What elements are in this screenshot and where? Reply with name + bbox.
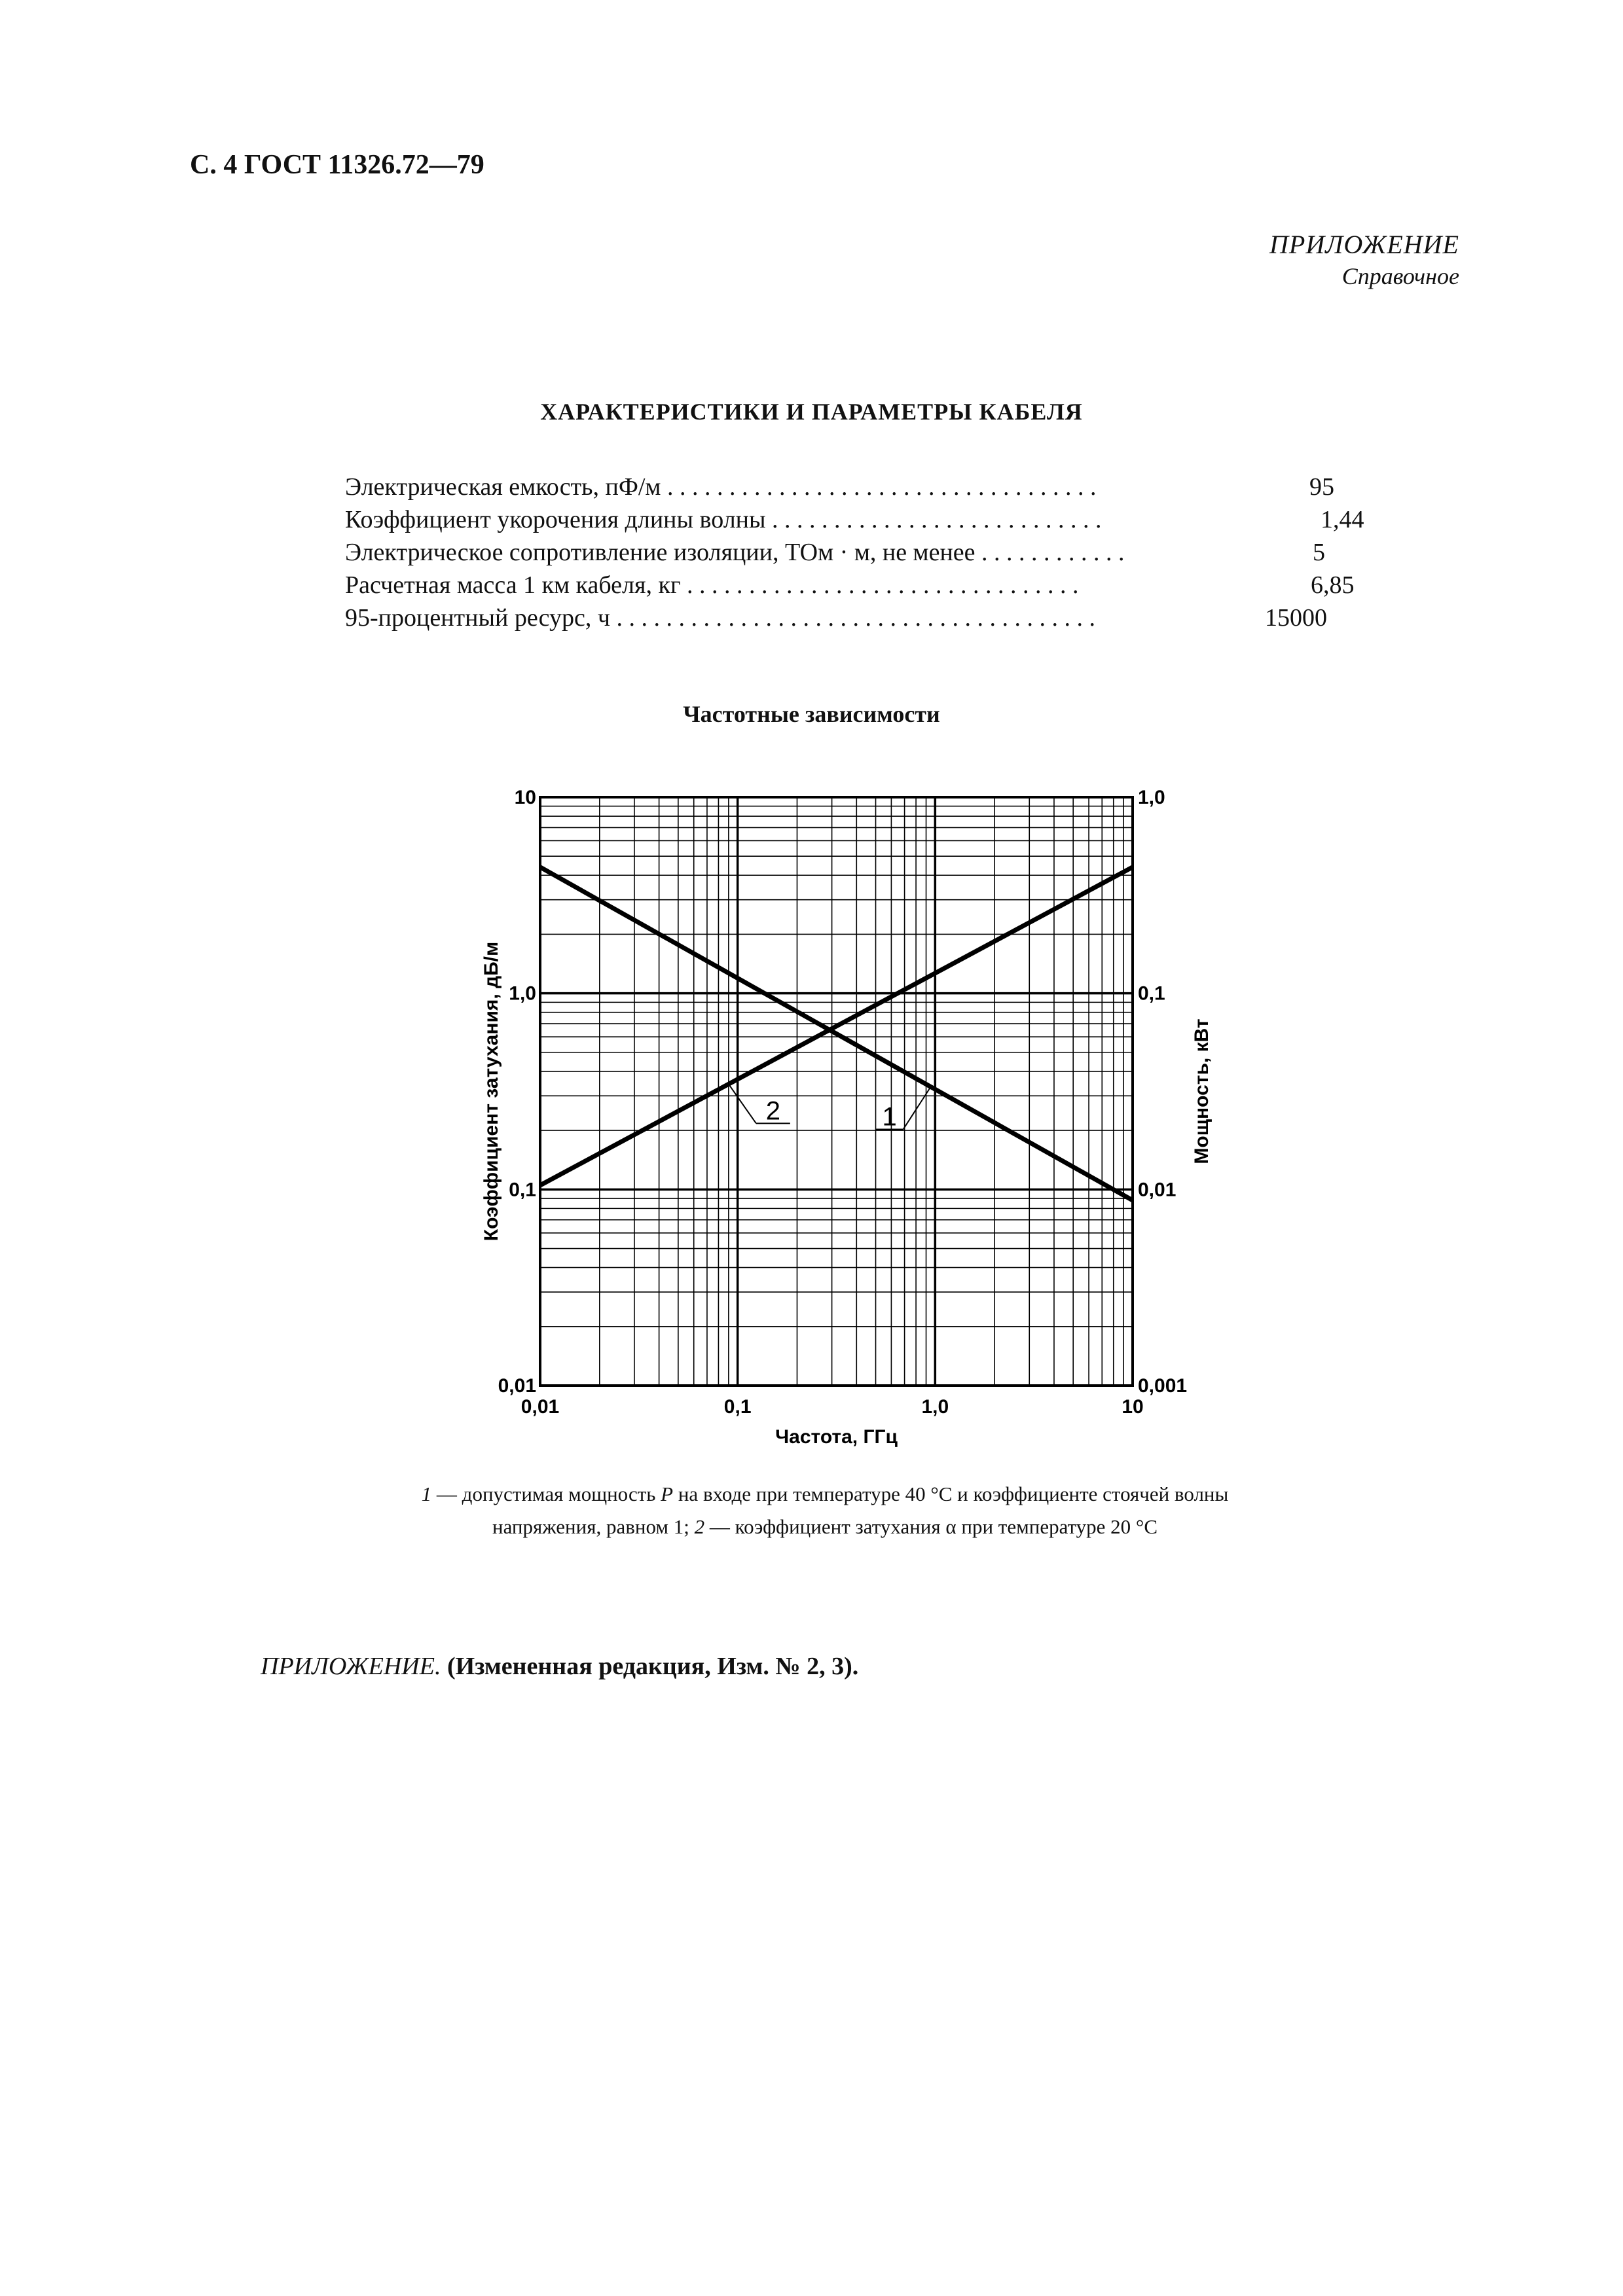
page-header: С. 4 ГОСТ 11326.72—79 bbox=[190, 150, 484, 180]
param-label: 95-процентный ресурс, ч . . . . . . . . . . . . . . . . . . . . . . . . . . . . . . . . . . . . . . . bbox=[345, 604, 1095, 632]
y-left-tick-label: 0,1 bbox=[509, 1179, 536, 1201]
y-axis-left-label: Коэффициент затухания, дБ/м bbox=[481, 941, 502, 1242]
series-callouts bbox=[729, 1084, 931, 1131]
param-value: 15000 bbox=[1265, 604, 1327, 632]
grid-minor bbox=[540, 797, 1133, 1386]
param-row-capacitance bbox=[345, 473, 1366, 505]
y-left-tick-label: 0,01 bbox=[498, 1375, 536, 1397]
param-label: Коэффициент укорочения длины волны . . . . . . . . . . . . . . . . . . . . . . . . . . . bbox=[345, 506, 1102, 533]
y-right-tick-label: 0,1 bbox=[1138, 982, 1165, 1005]
y-axis-right-label: Мощность, кВт bbox=[1191, 1018, 1213, 1164]
param-value: 1,44 bbox=[1321, 506, 1364, 533]
caption-text-2: на входе при температуре 40 °С и коэффициенте стоячей волны напряжения, равном 1; bbox=[492, 1482, 1229, 1538]
param-row-shortening bbox=[345, 505, 1366, 538]
x-tick-label: 0,1 bbox=[723, 1396, 752, 1418]
appendix-label bbox=[1269, 229, 1459, 290]
y-left-tick-label: 1,0 bbox=[509, 982, 536, 1005]
x-tick-label: 0,01 bbox=[520, 1396, 560, 1418]
caption-num-2: 2 bbox=[694, 1515, 705, 1538]
appendix-subtitle: Справочное bbox=[1341, 263, 1459, 289]
callout-leader-2 bbox=[729, 1084, 756, 1123]
y-right-tick-label: 1,0 bbox=[1138, 787, 1165, 808]
appendix-title: ПРИЛОЖЕНИЕ bbox=[1269, 230, 1459, 259]
grid-major bbox=[540, 797, 1133, 1386]
note-italic: ПРИЛОЖЕНИЕ. bbox=[261, 1653, 441, 1680]
chart-title: Частотные зависимости bbox=[683, 701, 940, 727]
param-label: Электрическая емкость, пФ/м . . . . . . . . . . . . . . . . . . . . . . . . . . . . . . . . . . . bbox=[345, 473, 1097, 501]
series-layer bbox=[540, 867, 1133, 1200]
caption-text-3: — коэффициент затухания α при температуре 20 °С bbox=[704, 1515, 1158, 1538]
y-left-tick-label: 10 bbox=[514, 787, 536, 808]
x-tick-label: 10 bbox=[1122, 1396, 1144, 1418]
param-value: 95 bbox=[1309, 473, 1334, 501]
param-value: 6,85 bbox=[1311, 571, 1355, 599]
param-value: 5 bbox=[1313, 539, 1325, 566]
x-axis-label: Частота, ГГц bbox=[775, 1426, 898, 1448]
param-row-insulation bbox=[345, 538, 1366, 571]
y-right-tick-label: 0,001 bbox=[1138, 1375, 1188, 1397]
note-bold: (Измененная редакция, Изм. № 2, 3). bbox=[441, 1653, 859, 1680]
figure-caption bbox=[367, 1478, 1283, 1543]
amendment-note bbox=[261, 1652, 858, 1681]
param-row-mass bbox=[345, 571, 1366, 603]
y-right-tick-label: 0,01 bbox=[1138, 1179, 1176, 1201]
caption-text-1: — допустимая мощность bbox=[431, 1482, 661, 1505]
section-title: ХАРАКТЕРИСТИКИ И ПАРАМЕТРЫ КАБЕЛЯ bbox=[540, 399, 1083, 425]
callout-label-1: 1 bbox=[882, 1102, 897, 1132]
param-row-resource bbox=[345, 603, 1366, 636]
callout-label-2: 2 bbox=[765, 1096, 780, 1126]
tick-labels bbox=[498, 787, 1187, 1418]
frequency-chart bbox=[458, 766, 1283, 1453]
caption-num-1: 1 bbox=[421, 1482, 432, 1505]
plot-frame bbox=[540, 797, 1133, 1386]
x-tick-label: 1,0 bbox=[921, 1396, 949, 1418]
parameters-list bbox=[345, 473, 1366, 636]
caption-p: P bbox=[661, 1482, 674, 1505]
param-label: Расчетная масса 1 км кабеля, кг . . . . . . . . . . . . . . . . . . . . . . . . . . . . . . . . bbox=[345, 571, 1079, 599]
param-label: Электрическое сопротивление изоляции, ТОм · м, не менее . . . . . . . . . . . . bbox=[345, 539, 1125, 566]
